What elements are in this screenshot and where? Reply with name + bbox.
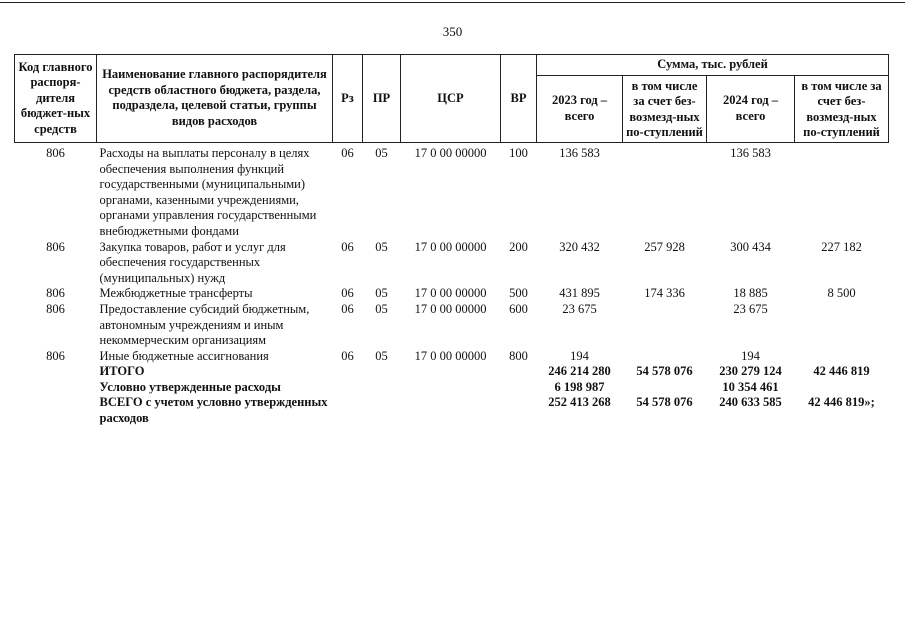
row-2024-free [795, 349, 889, 365]
row-2024-free [795, 142, 889, 239]
row-pr: 05 [375, 348, 388, 363]
total-row [15, 364, 889, 380]
header-vr: ВР [501, 55, 537, 143]
row-rz: 06 [341, 239, 354, 254]
header-csr: ЦСР [401, 55, 501, 143]
total-name-wrap: ИТОГО [99, 364, 145, 379]
row-pr: 05 [375, 286, 388, 301]
header-sum-group: Сумма, тыс. рублей [537, 55, 889, 76]
row-pr: 05 [375, 301, 388, 316]
total-2023: 6 198 987 [554, 379, 605, 394]
table-body [15, 142, 889, 426]
row-name: Предоставление субсидий бюджетным, автономным учреждениям и иным некоммерческим организациям [99, 301, 310, 348]
total-2024-free [795, 380, 889, 396]
row-csr: 17 0 00 00000 [414, 239, 487, 254]
row-pr: 05 [375, 239, 388, 254]
total-code-empty [15, 395, 97, 426]
row-2023-free [623, 349, 707, 365]
header-2024-total: 2024 год – всего [707, 75, 795, 142]
row-rz: 06 [341, 301, 354, 316]
header-rz: Рз [333, 55, 363, 143]
row-2023-free [623, 142, 707, 239]
total-2023-free: 54 578 076 [636, 395, 693, 410]
row-csr: 17 0 00 00000 [414, 348, 487, 363]
row-name: Закупка товаров, работ и услуг для обеспечения государственных (муниципальных) нужд [99, 239, 286, 285]
row-2024-total: 18 885 [733, 286, 768, 301]
row-2023-total: 320 432 [559, 239, 600, 254]
row-2023-total: 431 895 [559, 286, 600, 301]
total-2024: 240 633 585 [719, 395, 782, 410]
row-rz: 06 [341, 286, 354, 301]
row-vr: 100 [509, 145, 528, 160]
row-vr: 500 [509, 286, 528, 301]
row-2024-total: 194 [741, 348, 760, 363]
header-2023-free: в том числе за счет без-возмезд-ных по-ступлений [623, 75, 707, 142]
total-name-wrap: Условно утвержденные расходы [99, 379, 281, 394]
budget-table [14, 54, 889, 427]
row-csr: 17 0 00 00000 [414, 301, 487, 316]
total-2024: 230 279 124 [719, 364, 782, 379]
total-name-wrap: ВСЕГО с учетом условно утвержденных расходов [99, 395, 328, 426]
row-2024-free: 8 500 [827, 286, 856, 301]
row-2024-total: 300 434 [730, 239, 771, 254]
row-2024-free [795, 302, 889, 349]
row-vr: 800 [509, 348, 528, 363]
row-rz: 06 [341, 348, 354, 363]
table-header [15, 55, 889, 143]
total-code-empty [15, 364, 97, 380]
total-row [15, 395, 889, 426]
page-number: 350 [442, 24, 463, 39]
header-2024-free: в том числе за счет без-возмезд-ных по-ступлений [795, 75, 889, 142]
total-2023: 252 413 268 [548, 395, 611, 410]
total-code-empty [15, 380, 97, 396]
table-row [15, 240, 889, 287]
header-name: Наименование главного распорядителя средств областного бюджета, раздела, подраздела, целевой статьи, группы видов расходов [97, 55, 333, 143]
total-2024: 10 354 461 [722, 379, 779, 394]
row-code: 806 [46, 239, 65, 254]
row-code: 806 [46, 301, 65, 316]
row-name: Межбюджетные трансферты [99, 286, 253, 301]
row-code: 806 [46, 145, 65, 160]
table-row [15, 142, 889, 239]
table-row [15, 302, 889, 349]
row-pr: 05 [375, 145, 388, 160]
total-2023: 246 214 280 [548, 364, 611, 379]
row-2023-free: 257 928 [644, 239, 685, 254]
row-vr: 200 [509, 239, 528, 254]
total-2024-free: 42 446 819 [813, 364, 870, 379]
row-2023-free [623, 302, 707, 349]
row-2024-free: 227 182 [821, 239, 862, 254]
table-row [15, 286, 889, 302]
total-2024-free: 42 446 819»; [808, 395, 875, 410]
total-name [97, 380, 537, 396]
total-name [97, 395, 537, 426]
row-2024-total: 136 583 [730, 145, 771, 160]
header-code: Код главного распоря-дителя бюджет-ных средств [15, 55, 97, 143]
row-rz: 06 [341, 145, 354, 160]
row-2023-total: 194 [570, 348, 589, 363]
row-vr: 600 [509, 301, 528, 316]
row-2023-total: 23 675 [562, 301, 597, 316]
header-pr: ПР [363, 55, 401, 143]
row-2024-total: 23 675 [733, 301, 768, 316]
total-2023-free: 54 578 076 [636, 364, 693, 379]
row-csr: 17 0 00 00000 [414, 145, 487, 160]
table-row [15, 349, 889, 365]
row-csr: 17 0 00 00000 [414, 286, 487, 301]
header-2023-total: 2023 год – всего [537, 75, 623, 142]
row-name: Расходы на выплаты персоналу в целях обеспечения выполнения функций государственными (муниципальными) органами, казенными учреждениями, органами управления государственными внебюджетными фондами [99, 145, 317, 238]
row-name: Иные бюджетные ассигнования [99, 348, 269, 363]
total-row [15, 380, 889, 396]
total-name [97, 364, 537, 380]
row-code: 806 [46, 348, 65, 363]
top-rule [0, 2, 905, 3]
row-2023-free: 174 336 [644, 286, 685, 301]
row-code: 806 [46, 286, 65, 301]
row-2023-total: 136 583 [559, 145, 600, 160]
total-2023-free [623, 380, 707, 396]
